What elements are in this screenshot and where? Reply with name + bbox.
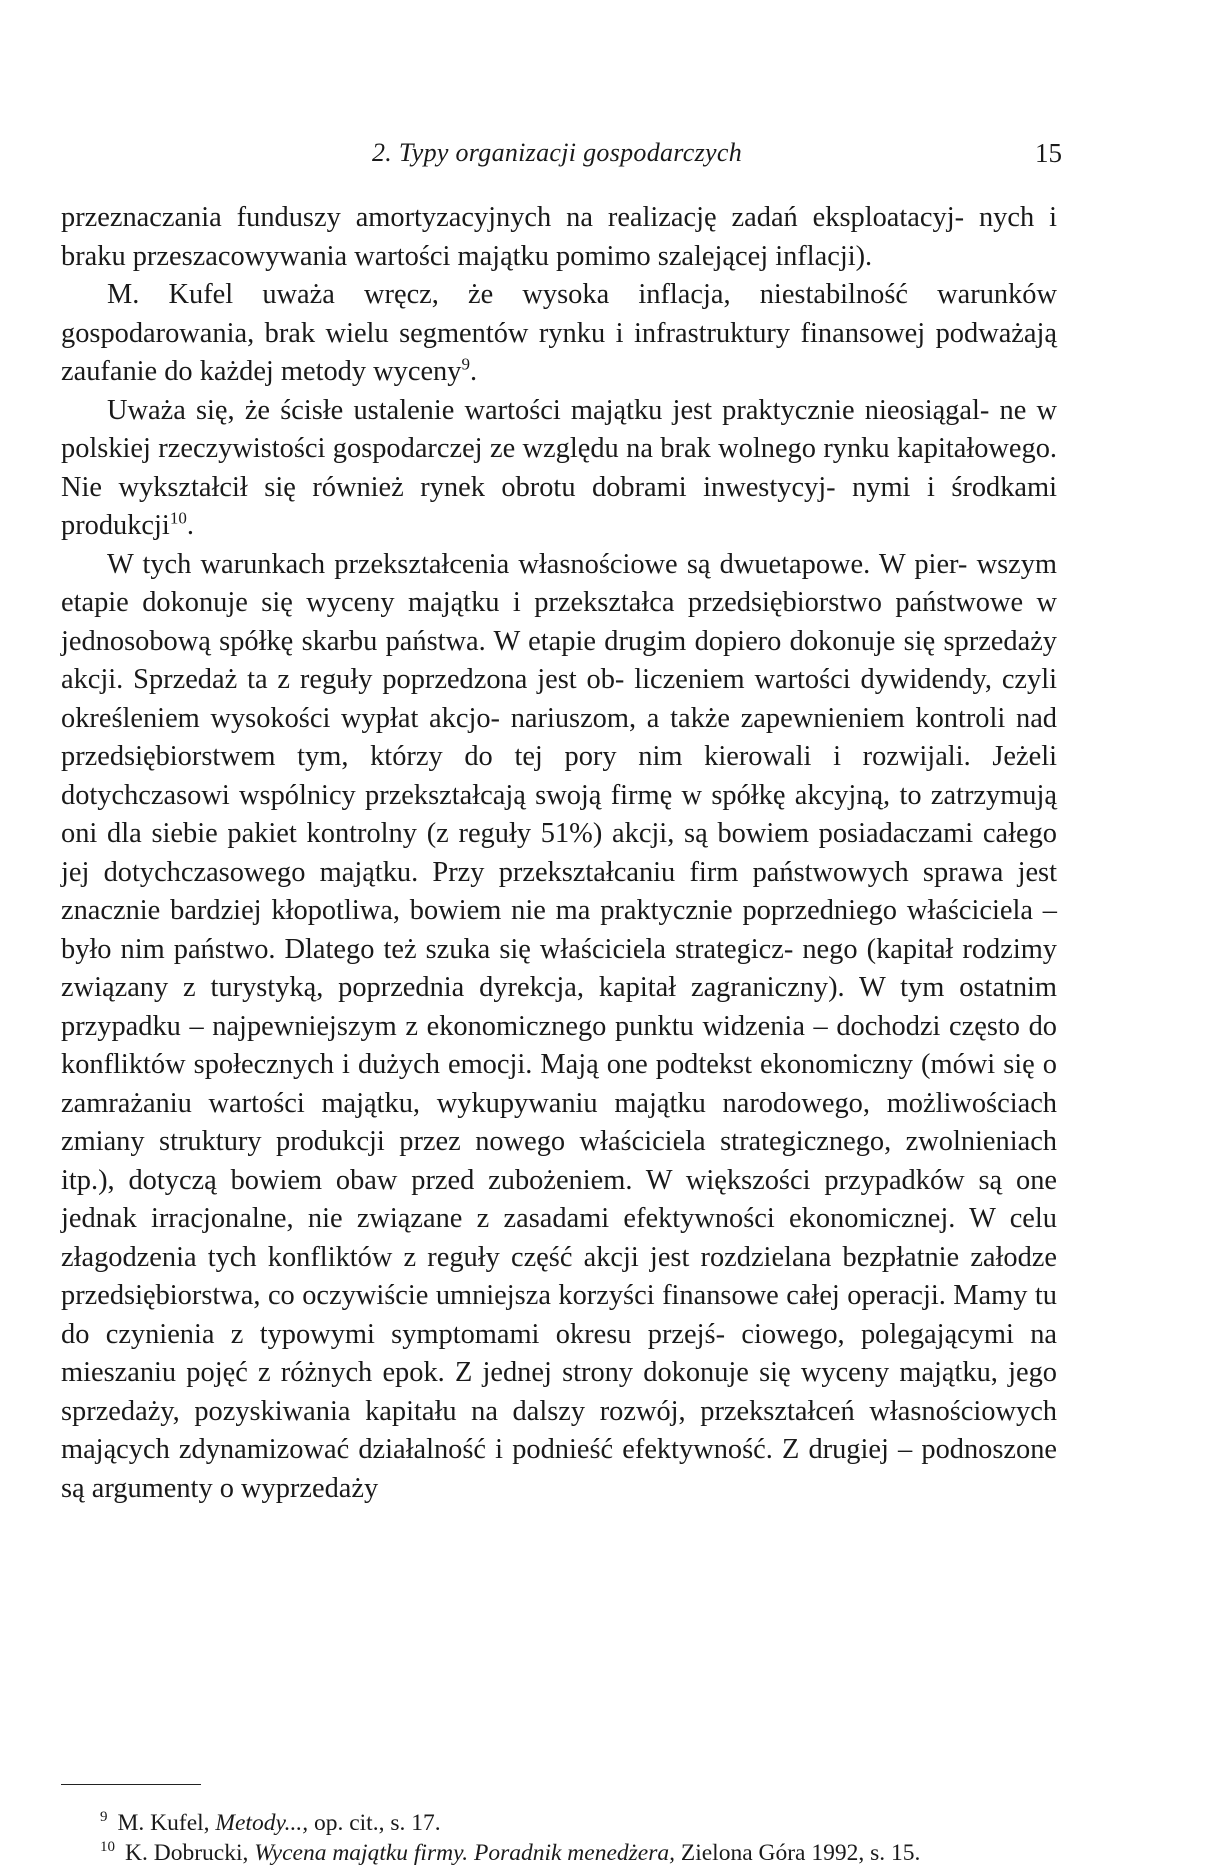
paragraph-4: W tych warunkach przekształcenia własnościowe są dwuetapowe. W pier- wszym etapie dokonuje się wyceny majątku i przekształca przedsiębiorstwo państwowe w jednosobową spółkę skarbu państwa. W etapie drugim dopiero dokonuje się sprzedaży akcji. Sprzedaż ta z reguły poprzedzona jest ob- liczeniem wartości dywidendy, czyli określeniem wysokości wypłat akcjo- nariuszom, a także zapewnieniem kontroli nad przedsiębiorstwem tym, którzy do tej pory nim kierowali i rozwijali. Jeżeli dotychczasowi wspólnicy przekształcają swoją firmę w spółkę akcyjną, to zatrzymują oni dla siebie pakiet kontrolny (z reguły 51%) akcji, są bowiem posiadaczami całego jej dotychczasowego majątku. Przy przekształcaniu firm państwowych sprawa jest znacznie bardziej kłopotliwa, bowiem nie ma praktycznie poprzedniego właściciela – było nim państwo. Dlatego też szuka się właściciela strategicz- nego (kapitał rodzimy związany z turystyką, poprzednia dyrekcja, kapitał zagraniczny). W tym ostatnim przypadku – najpewniejszym z ekonomicznego punktu widzenia – dochodzi często do konfliktów społecznych i dużych emocji. Mają one podtekst ekonomiczny (mówi się o zamrażaniu wartości majątku, wykupywaniu majątku narodowego, możliwościach zmiany struktury produkcji przez nowego właściciela strategicznego, zwolnieniach itp.), dotyczą bowiem obaw przed zubożeniem. W większości przypadków są one jednak irracjonalne, nie związane z zasadami efektywności ekonomicznej. W celu złagodzenia tych konfliktów z reguły część akcji jest rozdzielana bezpłatnie załodze przedsiębiorstwa, co oczywiście umniejsza korzyści finansowe całej operacji. Mamy tu do czynienia z typowymi symptomami okresu przejś- ciowego, polegającymi na mieszaniu pojęć z różnych epok. Z jednej strony dokonuje się wyceny majątku, jego sprzedaży, pozyskiwania kapitału na dalszy rozwój, przekształceń własnościowych mających zdynamizować działalność i podnieść efektywność. Z drugiej – podnoszone są argumenty o wyprzedaży	[61, 548, 1057, 1504]
footnote-separator	[61, 1784, 201, 1785]
paragraph-2	[61, 276, 1057, 392]
footnote-title: Wycena majątku firmy. Poradnik menedżera,	[254, 1840, 675, 1866]
paragraph-2-end: .	[469, 356, 478, 387]
paragraph-3-text: Uważa się, że ścisłe ustalenie wartości majątku jest praktycznie nieosiągal- ne w polskiej rzeczywistości gospodarczej ze względu na brak wolnego rynku kapitałowego. Nie wykształcił się również rynek obrotu dobrami inwestycyj- nymi i środkami produkcji	[61, 394, 1057, 541]
footnote-number: 10	[100, 1839, 115, 1856]
page-number: 15	[1035, 138, 1062, 168]
footnote-author: M. Kufel,	[117, 1810, 210, 1836]
footnote-rest: op. cit., s. 17.	[313, 1810, 441, 1836]
footnote-number: 9	[100, 1809, 108, 1826]
footnote-ref-9: 9	[461, 354, 470, 374]
paragraph-2-text: M. Kufel uważa wręcz, że wysoka inflacja, niestabilność warunków gospodarowania, brak wielu segmentów rynku i infrastruktury finansowej podważają zaufanie do każdej metody wyceny	[61, 279, 1057, 387]
body-text	[61, 199, 1057, 1508]
footnote-author: K. Dobrucki,	[125, 1840, 249, 1866]
running-title: 2. Typy organizacji gospodarczych	[372, 138, 743, 167]
footnote-ref-10: 10	[169, 508, 187, 528]
footnote-title: Metody...,	[215, 1810, 309, 1836]
footnote-9	[100, 1808, 1080, 1838]
footnote-10	[100, 1838, 1080, 1868]
paragraph-3	[61, 392, 1057, 546]
paragraph-1: przeznaczania funduszy amortyzacyjnych na realizację zadań eksploatacyj- nych i braku przeszacowywania wartości majątku pomimo szalejącej inflacji).	[61, 202, 1057, 272]
footnote-rest: Zielona Góra 1992, s. 15.	[680, 1840, 921, 1866]
paragraph-3-end: .	[186, 510, 194, 541]
running-header	[372, 138, 1062, 178]
footnotes	[100, 1808, 1080, 1868]
